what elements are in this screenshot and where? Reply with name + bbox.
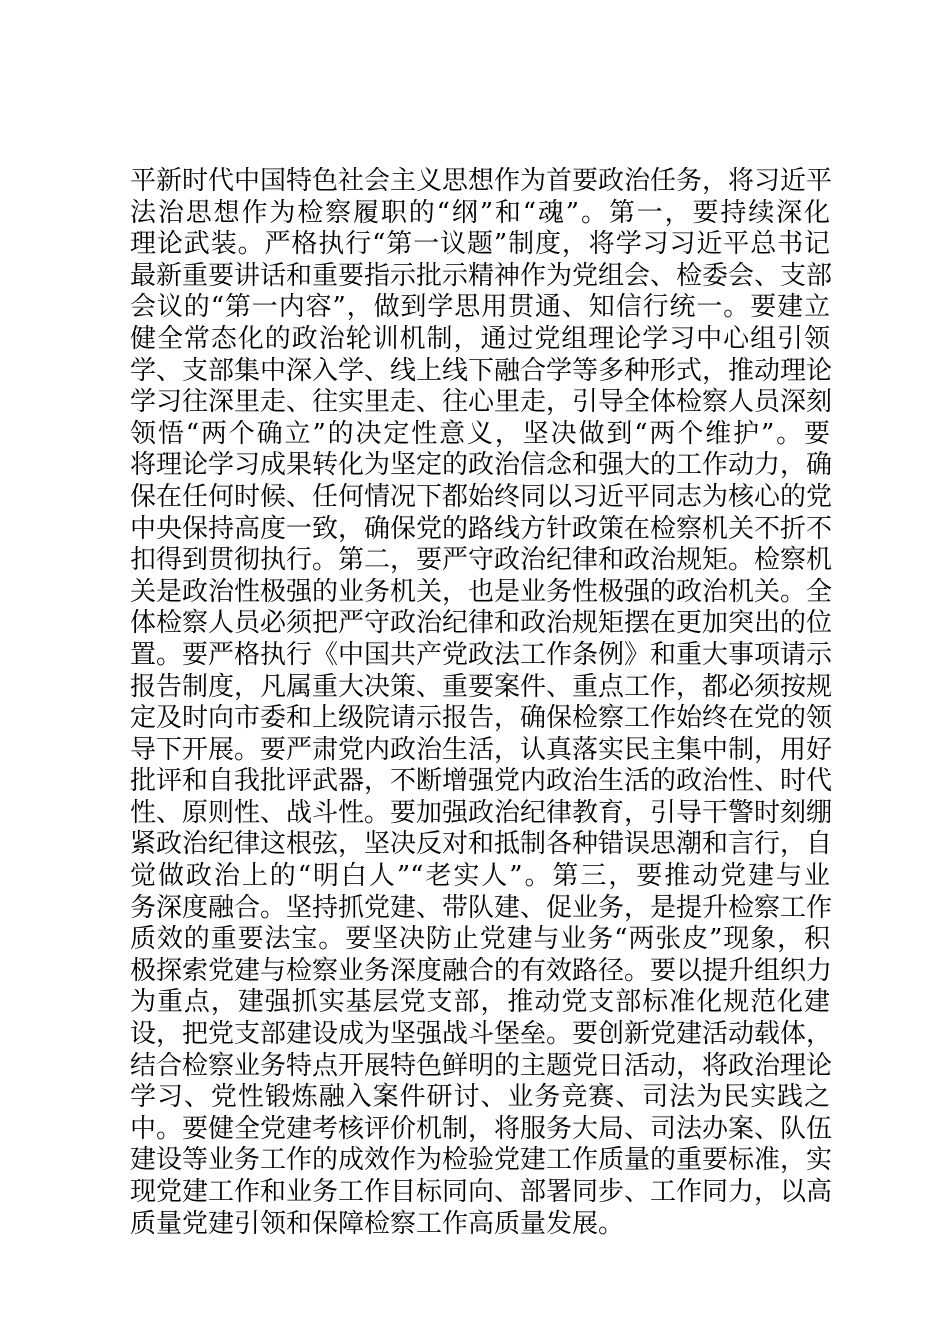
text-line: 学习、党性锻炼融入案件研讨、业务竞赛、司法为民实践之 bbox=[130, 1082, 830, 1113]
text-line: 结合检察业务特点开展特色鲜明的主题党日活动，将政治理论 bbox=[130, 1050, 833, 1081]
text-line: 最新重要讲话和重要指示批示精神作为党组会、检委会、支部 bbox=[130, 260, 833, 291]
text-line: 批评和自我批评武器，不断增强党内政治生活的政治性、时代 bbox=[130, 766, 833, 797]
text-line: 健全常态化的政治轮训机制，通过党组理论学习中心组引领 bbox=[130, 323, 830, 354]
text-line: 中央保持高度一致，确保党的路线方针政策在检察机关不折不 bbox=[130, 513, 833, 544]
text-line: 建设等业务工作的成效作为检验党建工作质量的重要标准，实 bbox=[130, 1145, 833, 1176]
text-line: 定及时向市委和上级院请示报告，确保检察工作始终在党的领 bbox=[130, 703, 833, 734]
text-line: 会议的“第一内容”，做到学思用贯通、知信行统一。要建立 bbox=[130, 292, 830, 323]
text-line: 保在任何时候、任何情况下都始终同以习近平同志为核心的党 bbox=[130, 481, 833, 512]
text-line: 法治思想作为检察履职的“纲”和“魂”。第一，要持续深化 bbox=[130, 197, 830, 228]
text-line: 中。要健全党建考核评价机制，将服务大局、司法办案、队伍 bbox=[130, 1113, 833, 1144]
text-line: 导下开展。要严肃党内政治生活，认真落实民主集中制，用好 bbox=[130, 734, 833, 765]
text-line: 报告制度，凡属重大决策、重要案件、重点工作，都必须按规 bbox=[130, 671, 833, 702]
text-line: 扣得到贯彻执行。第二，要严守政治纪律和政治规矩。检察机 bbox=[130, 545, 833, 576]
body-paragraph bbox=[130, 166, 833, 1240]
text-line: 学、支部集中深入学、线上线下融合学等多种形式，推动理论 bbox=[130, 355, 833, 386]
text-line: 体检察人员必须把严守政治纪律和政治规矩摆在更加突出的位 bbox=[130, 608, 833, 639]
text-line: 置。要严格执行《中国共产党政法工作条例》和重大事项请示 bbox=[130, 639, 833, 670]
text-line: 务深度融合。坚持抓党建、带队建、促业务，是提升检察工作 bbox=[130, 892, 833, 923]
text-line: 学习往深里走、往实里走、往心里走，引导全体检察人员深刻 bbox=[130, 387, 833, 418]
text-line: 关是政治性极强的业务机关，也是业务性极强的政治机关。全 bbox=[130, 576, 833, 607]
text-line: 平新时代中国特色社会主义思想作为首要政治任务，将习近平 bbox=[130, 166, 833, 196]
text-line: 质效的重要法宝。要坚决防止党建与业务“两张皮”现象，积 bbox=[130, 924, 830, 955]
text-line: 现党建工作和业务工作目标同向、部署同步、工作同力，以高 bbox=[130, 1177, 833, 1207]
text-line: 理论武装。严格执行“第一议题”制度，将学习习近平总书记 bbox=[130, 229, 830, 260]
text-line: 领悟“两个确立”的决定性意义，坚决做到“两个维护”。要 bbox=[130, 418, 830, 449]
text-line: 将理论学习成果转化为坚定的政治信念和强大的工作动力，确 bbox=[130, 450, 833, 481]
text-line: 为重点，建强抓实基层党支部，推动党支部标准化规范化建 bbox=[130, 987, 830, 1018]
text-line: 极探索党建与检察业务深度融合的有效路径。要以提升组织力 bbox=[130, 955, 833, 986]
text-line: 性、原则性、战斗性。要加强政治纪律教育，引导干警时刻绷 bbox=[130, 797, 833, 828]
text-line: 质量党建引领和保障检察工作高质量发展。 bbox=[130, 1208, 625, 1239]
text-line: 觉做政治上的“明白人”“老实人”。第三，要推动党建与业 bbox=[130, 861, 830, 892]
text-line: 设，把党支部建设成为坚强战斗堡垒。要创新党建活动载体， bbox=[130, 1019, 833, 1050]
text-line: 紧政治纪律这根弦，坚决反对和抵制各种错误思潮和言行，自 bbox=[130, 829, 833, 860]
